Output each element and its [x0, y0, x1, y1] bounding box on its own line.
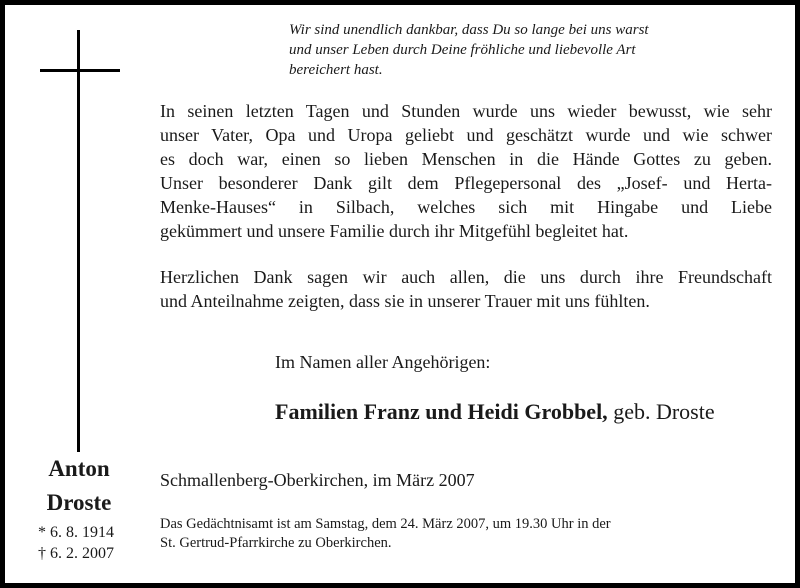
thanks-paragraph	[160, 99, 772, 243]
paragraph-line: Unser besonderer Dank gilt dem Pflegepersonal des „Josef- und Herta-	[160, 173, 772, 193]
cross-vertical-bar	[77, 30, 80, 452]
death-date: † 6. 2. 2007	[38, 545, 114, 562]
verse-line: und unser Leben durch Deine fröhliche und liebevolle Art	[289, 42, 636, 58]
memorial-verse	[289, 20, 779, 80]
paragraph-line: und Anteilnahme zeigten, dass sie in unserer Trauer mit uns fühlten.	[160, 291, 650, 311]
paragraph-line: gekümmert und unsere Familie durch ihr Mitgefühl begleitet hat.	[160, 221, 629, 241]
notice-line: St. Gertrud-Pfarrkirche zu Oberkirchen.	[160, 535, 392, 551]
verse-line: bereichert hast.	[289, 62, 383, 78]
place-date: Schmallenberg-Oberkirchen, im März 2007	[160, 470, 475, 490]
memorial-service-notice	[160, 515, 611, 553]
deceased-last-name: Droste	[46, 490, 112, 515]
paragraph-line: es doch war, einen so lieben Menschen in die Hände Gottes zu geben.	[160, 149, 772, 169]
signature-families	[275, 398, 715, 426]
paragraph-line: In seinen letzten Tagen und Stunden wurde uns wieder bewusst, wie sehr	[160, 101, 772, 121]
paragraph-line: Herzlichen Dank sagen wir auch allen, die uns durch ihre Freundschaft	[160, 267, 772, 287]
paragraph-line: Menke-Hauses“ in Silbach, welches sich mit Hingabe und Liebe	[160, 197, 772, 217]
families-name: Familien Franz und Heidi Grobbel,	[275, 399, 608, 424]
thanks-all-paragraph	[160, 265, 772, 313]
signature-intro: Im Namen aller Angehörigen:	[275, 352, 491, 372]
deceased-first-name: Anton	[48, 456, 110, 481]
notice-line: Das Gedächtnisamt ist am Samstag, dem 24. März 2007, um 19.30 Uhr in der	[160, 516, 611, 532]
birth-date: * 6. 8. 1914	[38, 524, 114, 541]
families-suffix: geb. Droste	[613, 399, 715, 424]
paragraph-line: unser Vater, Opa und Uropa geliebt und geschätzt wurde und wie schwer	[160, 125, 772, 145]
cross-horizontal-bar	[40, 69, 120, 72]
verse-line: Wir sind unendlich dankbar, dass Du so lange bei uns warst	[289, 22, 649, 38]
